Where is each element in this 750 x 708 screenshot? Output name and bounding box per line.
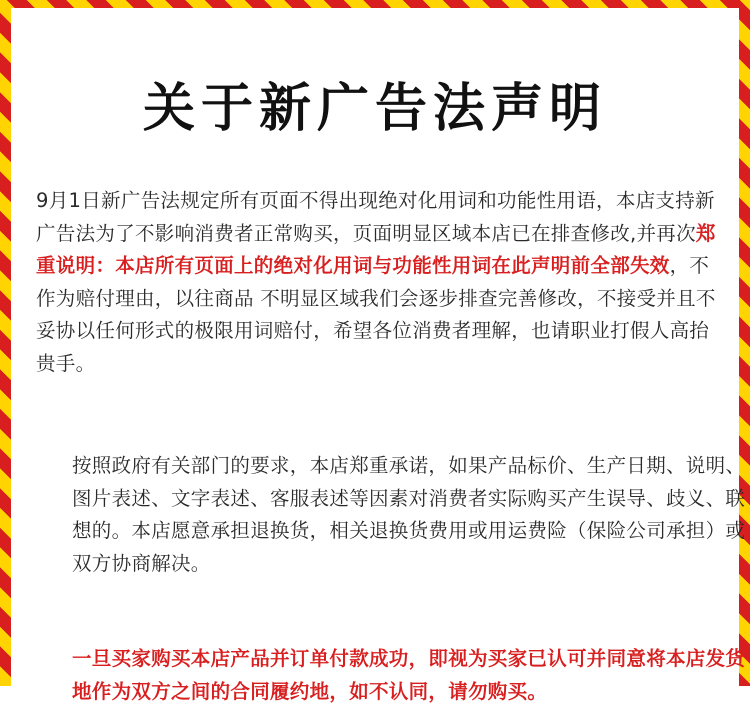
- paragraph-ad-law: [36, 185, 716, 380]
- announcement-panel: [11, 8, 746, 708]
- paragraph-commitment: 按照政府有关部门的要求，本店郑重承诺，如果产品标价、生产日期、说明、图片表述、文字表述、客服表述等因素对消费者实际购买产生误导、歧义、联想的。本店愿意承担退换货，相关退换货费用或用运费险（保险公司承担）或双方协商解决。: [72, 454, 746, 575]
- paragraph-ad-law-text-b: ，不作为赔付理由，以往商品 不明显区域我们会逐步排查完善修改，不接受并且不妥协以任何形式的极限用词赔付，希望各位消费者理解，也请职业打假人高抬贵手。: [36, 254, 716, 375]
- page-title: 关于新广告法声明: [142, 78, 607, 139]
- paragraph-ad-law-highlight: 郑重说明：本店所有页面上的绝对化用词与功能性用词在此声明前全部失效: [36, 221, 716, 277]
- paragraph-ad-law-text-a: 9月1日新广告法规定所有页面不得出现绝对化用词和功能性用语，本店支持新广告法为了不影响消费者正常购买，页面明显区域本店已在排查修改,并再次: [36, 189, 715, 245]
- paragraph-contract-place: 一旦买家购买本店产品并订单付款成功，即视为买家已认可并同意将本店发货地作为双方之间的合同履约地，如不认同，请勿购买。: [72, 647, 746, 703]
